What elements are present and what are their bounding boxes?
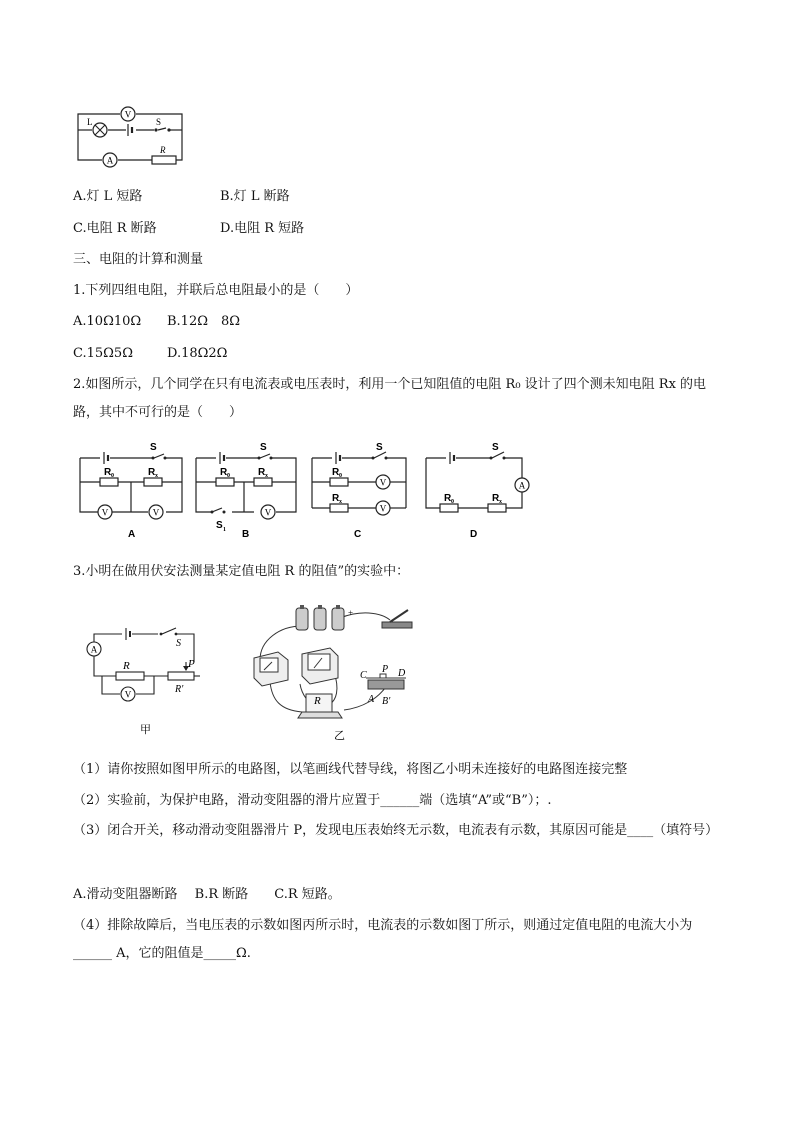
switch-s1-label: S <box>216 520 223 531</box>
option-b: B.灯 L 断路 <box>220 189 290 204</box>
battery-icon <box>128 124 132 136</box>
resistor-rx <box>144 478 162 486</box>
svg-text:0: 0 <box>339 473 342 479</box>
caption-a: A <box>128 529 136 540</box>
svg-text:R: R <box>332 493 340 504</box>
resistor-r0 <box>216 478 234 486</box>
switch-label: S <box>150 442 157 453</box>
q1-stem: 1.下列四组电阻，并联后总电阻最小的是（ ） <box>73 283 359 298</box>
q3-part-4: （4）排除故障后，当电压表的示数如图丙所示时，电流表的示数如图丁所示，则通过定值电阻的电流大小为______ A，它的阻值是_____Ω. <box>73 918 693 961</box>
svg-text:x: x <box>499 499 502 505</box>
circuit-figure-top <box>70 98 190 170</box>
svg-text:A: A <box>368 694 375 705</box>
svg-text:V: V <box>379 477 387 488</box>
svg-text:x: x <box>339 499 342 505</box>
q3-part-3-options: A.滑动变阻器断路 B.R 断路 C.R 短路。 <box>73 887 341 902</box>
ammeter-icon <box>254 652 288 686</box>
resistor-rx <box>254 478 272 486</box>
svg-text:V: V <box>379 503 387 514</box>
caption-jia: 甲 <box>140 724 151 736</box>
resistor-label: R <box>160 145 166 155</box>
option-c: C.电阻 R 断路 <box>73 221 157 236</box>
resistor-r0 <box>440 504 458 512</box>
resistor-rx <box>488 504 506 512</box>
svg-text:R: R <box>332 467 340 478</box>
q2-circuit-b <box>192 440 302 540</box>
switch-label: S <box>376 442 383 453</box>
svg-text:V: V <box>152 507 160 518</box>
q3-part-1: （1）请你按照如图甲所示的电路图，以笔画线代替导线，将图乙小明未连接好的电路图连接完整 <box>73 762 628 777</box>
svg-text:R: R <box>258 467 266 478</box>
caption-yi: 乙 <box>334 730 345 742</box>
q3-part-3: （3）闭合开关，移动滑动变阻器滑片 P，发现电压表始终无示数，电流表有示数，其原因可能是____（填符号） <box>73 823 719 838</box>
caption-d: D <box>470 529 478 540</box>
svg-text:0: 0 <box>227 473 230 479</box>
lamp-label: L <box>87 117 93 127</box>
q1-option-c: C.15Ω5Ω <box>73 346 133 361</box>
svg-text:0: 0 <box>111 473 114 479</box>
resistor-rx <box>330 504 348 512</box>
rheostat <box>168 672 194 680</box>
svg-text:x: x <box>155 473 158 479</box>
svg-text:R: R <box>104 467 112 478</box>
resistor-r0 <box>100 478 118 486</box>
svg-text:A: A <box>106 155 114 166</box>
switch-label: S <box>156 117 162 127</box>
svg-text:C: C <box>360 670 367 681</box>
resistor-icon <box>152 156 176 164</box>
svg-text:R: R <box>123 660 130 672</box>
option-a: A.灯 L 短路 <box>73 189 143 204</box>
caption-b: B <box>242 529 250 540</box>
q3-part-2: （2）实验前，为保护电路，滑动变阻器的滑片应置于______端（选填“A”或“B”）；. <box>73 793 552 808</box>
svg-text:R: R <box>444 493 452 504</box>
svg-text:V: V <box>264 507 272 518</box>
svg-text:1: 1 <box>223 527 226 533</box>
svg-text:R: R <box>314 695 321 707</box>
section-heading: 三、电阻的计算和测量 <box>73 252 204 267</box>
svg-text:B': B' <box>382 696 391 707</box>
resistor-r0 <box>330 478 348 486</box>
svg-text:V: V <box>124 689 132 700</box>
svg-text:x: x <box>265 473 268 479</box>
svg-text:P: P <box>382 664 389 675</box>
circuit-jia <box>82 620 212 740</box>
svg-text:0: 0 <box>451 499 454 505</box>
battery-cells <box>296 605 344 630</box>
q2-stem: 2.如图所示，几个同学在只有电流表或电压表时，利用一个已知阻值的电阻 R₀ 设计了四个测未知电阻 Rx 的电路，其中不可行的是（ ） <box>73 377 707 420</box>
switch-label: S <box>176 638 181 649</box>
svg-text:R: R <box>148 467 156 478</box>
svg-text:D: D <box>398 668 406 679</box>
svg-text:R': R' <box>175 684 184 695</box>
svg-text:P: P <box>188 658 195 670</box>
svg-text:+: + <box>348 608 354 618</box>
svg-text:R: R <box>492 493 500 504</box>
ammeter-icon <box>103 153 117 167</box>
q2-circuit-a <box>76 440 186 540</box>
switch-label: S <box>492 442 499 453</box>
svg-text:V: V <box>101 507 109 518</box>
lamp-icon <box>93 123 107 137</box>
switch-label: S <box>260 442 267 453</box>
apparatus-yi <box>240 600 440 745</box>
voltmeter-icon <box>121 107 135 121</box>
q2-circuit-d <box>420 440 535 540</box>
svg-text:A: A <box>518 480 526 491</box>
svg-text:A: A <box>90 644 98 655</box>
switch-icon <box>382 610 412 628</box>
caption-c: C <box>354 529 362 540</box>
q1-option-d: D.18Ω2Ω <box>167 346 228 361</box>
option-d: D.电阻 R 短路 <box>220 221 305 236</box>
q3-stem: 3.小明在做用伏安法测量某定值电阻 R 的阻值”的实验中： <box>73 564 410 579</box>
q1-option-b: B.12Ω 8Ω <box>167 314 241 329</box>
q1-option-a: A.10Ω10Ω <box>73 314 142 329</box>
resistor-r <box>116 672 144 680</box>
voltmeter-icon <box>302 648 338 684</box>
q2-circuit-c <box>306 440 416 540</box>
svg-text:V: V <box>124 109 132 120</box>
svg-text:R: R <box>220 467 228 478</box>
